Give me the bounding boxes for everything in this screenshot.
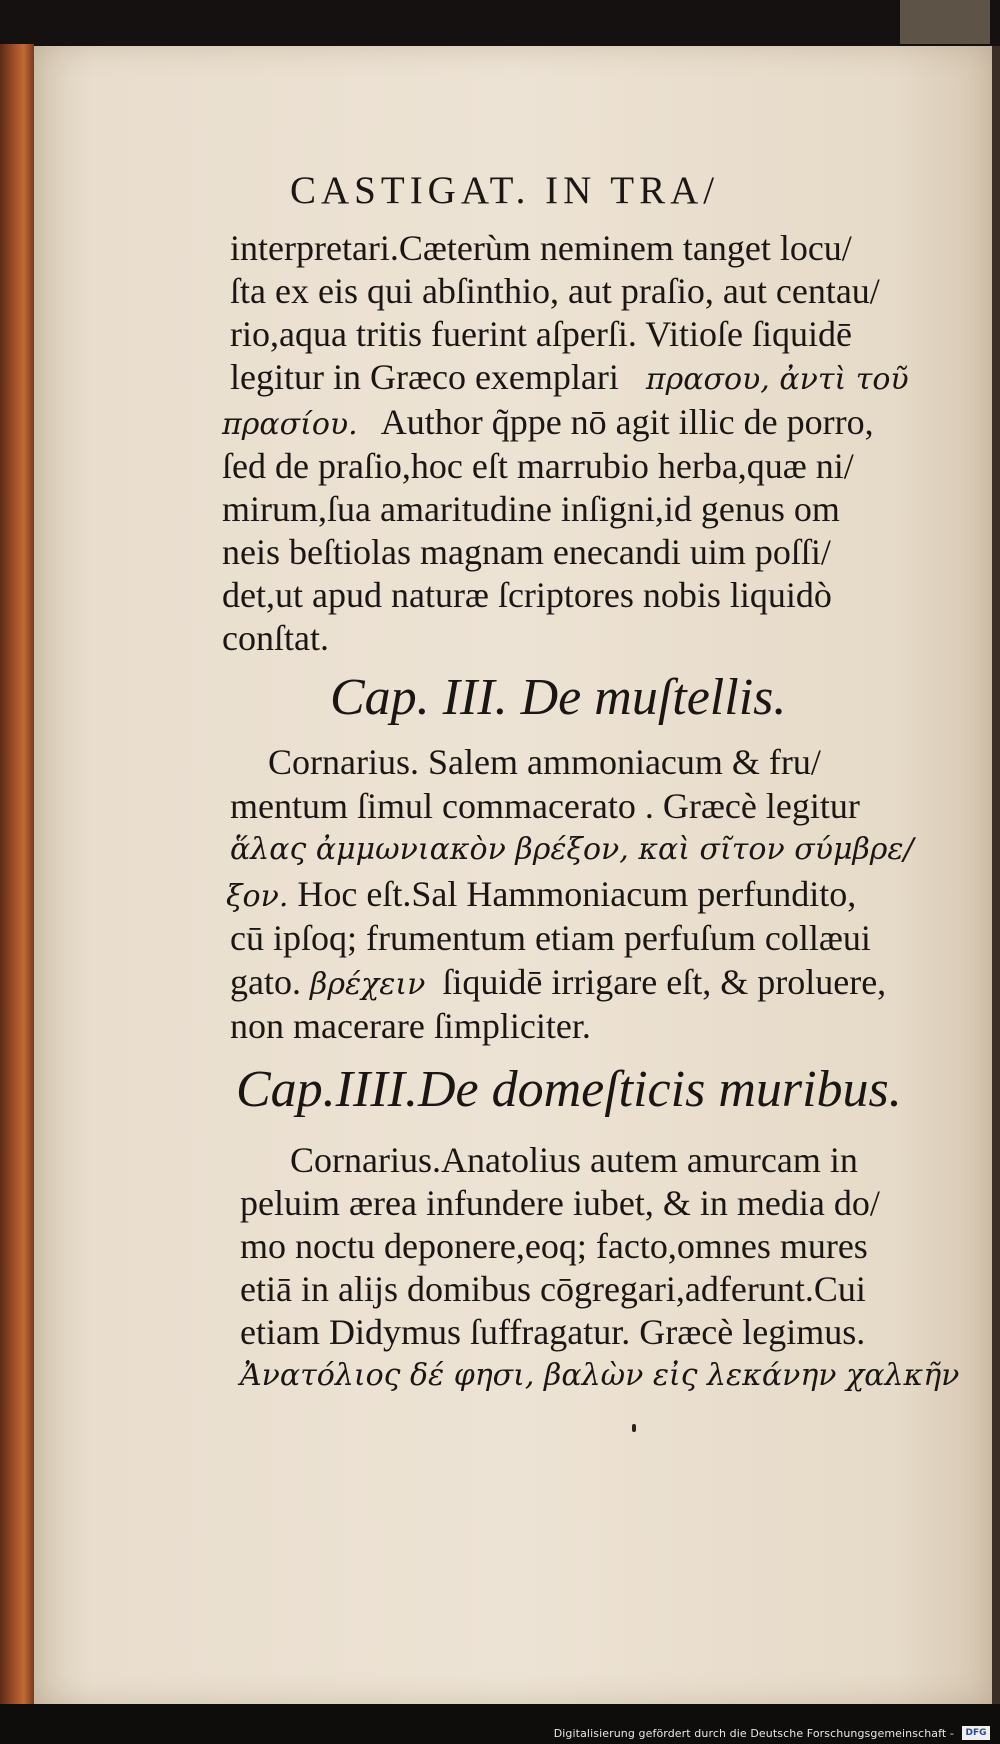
text-line: cū ipſoq; frumentum etiam perfuſum collæui bbox=[230, 918, 871, 958]
latin-text: Author q̃ppe nō agit illic de porro, bbox=[380, 402, 874, 442]
text-line: ſed de praſio,hoc eſt marrubio herba,quæ ni/ bbox=[222, 446, 854, 486]
text-line bbox=[230, 962, 886, 1005]
running-header: CASTIGAT. IN TRA/ bbox=[290, 169, 720, 212]
text-line: mo noctu deponere,eoq; facto,omnes mures bbox=[240, 1226, 868, 1266]
latin-text: ſiquidē irrigare eſt, & proluere, bbox=[442, 962, 887, 1002]
text-line: Cornarius.Anatolius autem amurcam in bbox=[290, 1140, 858, 1180]
greek-text-line: ἅλας ἀμμωνιακὸν βρέξον, καὶ σῖτον σύμβρε/ bbox=[230, 832, 914, 867]
text-line: ſta ex eis qui abſinthio, aut praſio, aut centau/ bbox=[230, 271, 880, 311]
page-edge bbox=[900, 0, 990, 44]
text-line: interpretari.Cæterùm neminem tanget locu/ bbox=[230, 228, 852, 268]
page-right-edge bbox=[992, 46, 1000, 1704]
latin-text: legitur in Græco exemplari bbox=[230, 357, 619, 397]
latin-text: gato. bbox=[230, 962, 301, 1002]
text-line bbox=[226, 874, 856, 917]
scan-bottom-frame bbox=[0, 1704, 1000, 1744]
greek-text: βρέχειν bbox=[309, 967, 426, 1002]
scan-top-frame bbox=[0, 0, 1000, 48]
chapter-heading: Cap.IIII.De domeſticis muribus. bbox=[236, 1061, 902, 1118]
text-line: rio,aqua tritis fuerint aſperſi. Vitioſe ſiquidē bbox=[230, 314, 853, 354]
latin-text: Hoc eſt.Sal Hammoniacum perfundito, bbox=[297, 874, 857, 914]
chapter-heading: Cap. III. De muſtellis. bbox=[330, 669, 787, 726]
page-mark bbox=[632, 1424, 636, 1432]
greek-text: πρασου, ἀντὶ τοῦ bbox=[645, 362, 909, 397]
text-line: mentum ſimul commacerato . Græcè legitur bbox=[230, 786, 860, 826]
greek-text-line: Ἀνατόλιος δέ φησι, βαλὼν εἰς λεκάνην χαλκῆν bbox=[240, 1358, 960, 1393]
greek-text: ξον. bbox=[226, 879, 289, 914]
text-line: det,ut apud naturæ ſcriptores nobis liquidò bbox=[222, 575, 832, 615]
book-edge bbox=[0, 44, 34, 1706]
text-line: conſtat. bbox=[222, 618, 329, 658]
text-line: etiā in alijs domibus cōgregari,adferunt.Cui bbox=[240, 1269, 866, 1309]
text-line bbox=[230, 357, 909, 400]
text-line: etiam Didymus ſuffragatur. Græcè legimus. bbox=[240, 1312, 866, 1352]
text-line: mirum,ſua amaritudine inſigni,id genus om bbox=[222, 489, 840, 529]
greek-text: πρασίου. bbox=[222, 407, 358, 442]
text-line: peluim ærea infundere iubet, & in media do/ bbox=[240, 1183, 880, 1223]
text-line bbox=[222, 402, 874, 445]
text-line: neis beſtiolas magnam enecandi uim poſſi/ bbox=[222, 532, 831, 572]
text-line: non macerare ſimpliciter. bbox=[230, 1006, 591, 1046]
text-line: Cornarius. Salem ammoniacum & fru/ bbox=[268, 742, 821, 782]
dfg-logo: DFG bbox=[962, 1726, 990, 1740]
digitization-credit: Digitalisierung gefördert durch die Deutsche Forschungsgemeinschaft - bbox=[553, 1727, 954, 1740]
